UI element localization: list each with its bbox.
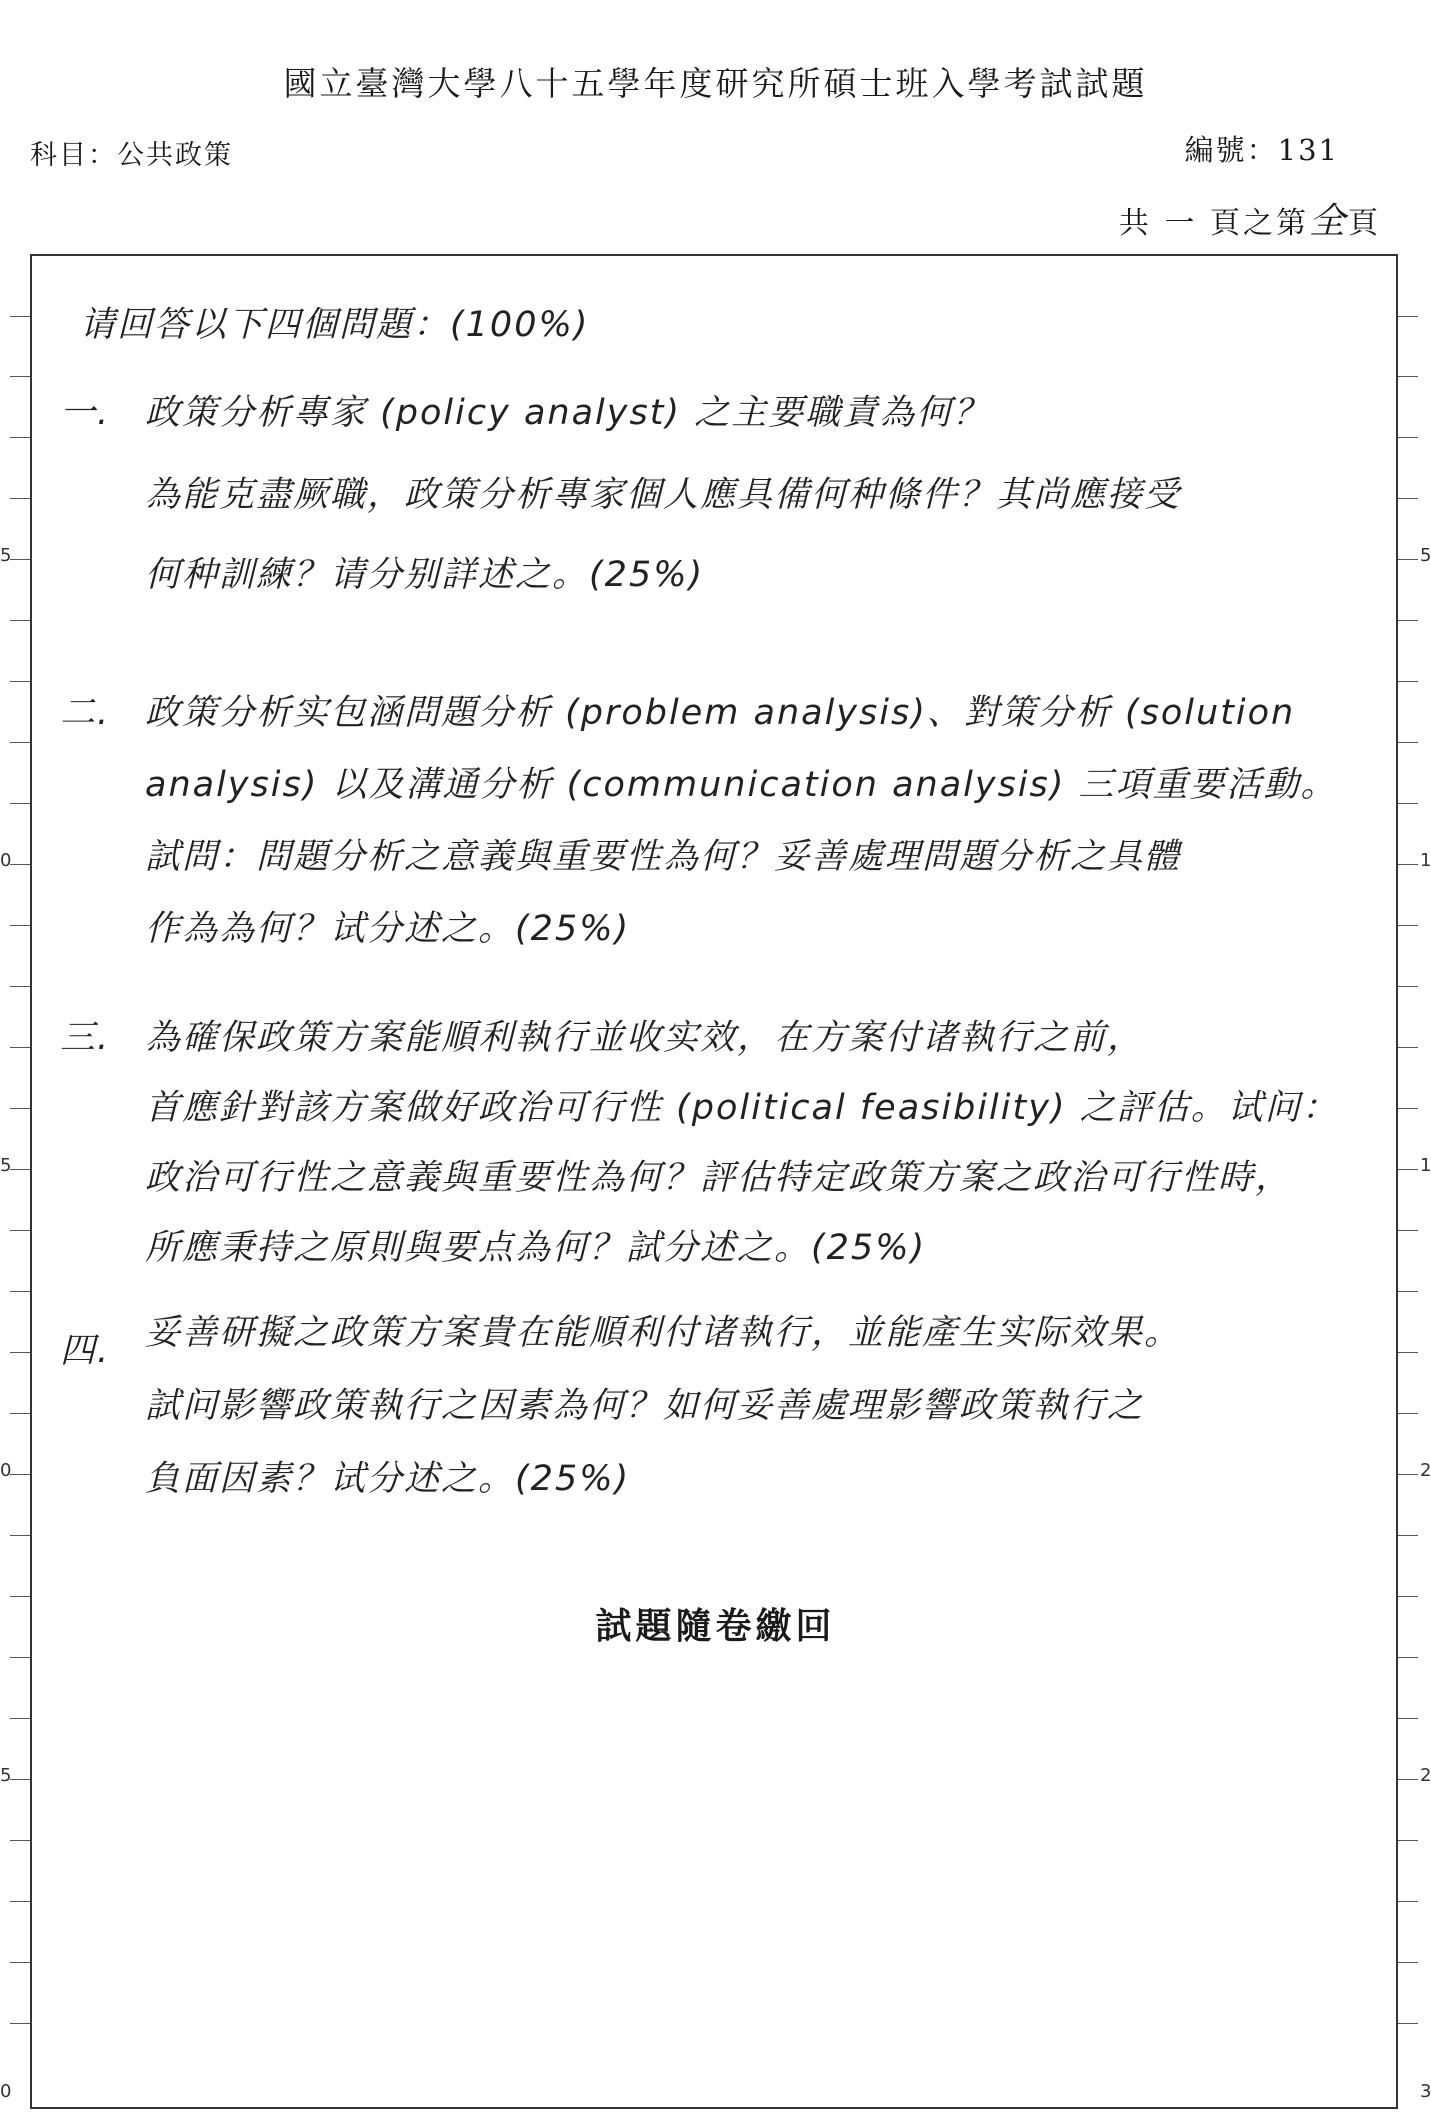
exam-title: 國立臺灣大學八十五學年度研究所碩士班入學考試試題: [283, 64, 1148, 103]
question-line: 試问影響政策執行之因素為何？如何妥善處理影響政策執行之: [145, 1386, 1145, 1426]
ruler-label: 0: [0, 2081, 12, 2102]
right-ruler: [1398, 254, 1431, 2109]
ruler-label: 0: [0, 1460, 12, 1481]
ruler-label: 5: [0, 545, 12, 566]
page-info-handwritten: 全: [1308, 201, 1348, 242]
ruler-label: 1: [1420, 850, 1431, 871]
question-line: 政策分析实包涵問題分析 (problem analysis)、對策分析 (solution: [145, 693, 1296, 733]
ruler-label: 2: [1420, 1460, 1431, 1481]
ruler-label: 1: [1420, 1155, 1431, 1176]
question-line: 試問：問題分析之意義與重要性為何？妥善處理問題分析之具體: [145, 837, 1182, 877]
question-number: 一.: [60, 393, 111, 433]
left-ruler: [0, 254, 30, 2109]
question-number: 四.: [60, 1331, 111, 1371]
page-info-prefix: 共 一 頁之第: [1118, 206, 1309, 241]
ruler-label: 3: [1420, 2081, 1431, 2102]
question-number: 二.: [60, 693, 111, 733]
ruler-label: 2: [1420, 1765, 1431, 1786]
question-line: 何种訓練？请分别詳述之。(25%): [145, 555, 705, 595]
question-line: 為能克盡厥職，政策分析專家個人應具備何种條件？其尚應接受: [145, 475, 1182, 515]
ruler-label: 0: [0, 850, 12, 871]
ruler-label: 5: [0, 1155, 12, 1176]
question-line: 妥善研擬之政策方案貴在能順利付诸執行，並能產生实际效果。: [145, 1313, 1182, 1353]
instructions: 请回答以下四個問題：(100%): [80, 305, 590, 345]
exam-code: 編號：131: [1184, 133, 1339, 167]
return-with-answer-sheet-note: 試題隨卷繳回: [595, 1605, 836, 1647]
ruler-label: 5: [1420, 545, 1431, 566]
page-info-suffix: 頁: [1348, 206, 1381, 241]
subject-label: 科目：公共政策: [30, 140, 233, 171]
question-line: 首應針對該方案做好政治可行性 (political feasibility) 之評估。试问：: [145, 1088, 1339, 1128]
ruler-label: 5: [0, 1765, 12, 1786]
question-line: 所應秉持之原則與要点為何？試分述之。(25%): [145, 1228, 927, 1268]
question-line: 政治可行性之意義與重要性為何？評估特定政策方案之政治可行性時，: [145, 1158, 1293, 1198]
question-number: 三.: [60, 1018, 111, 1058]
question-line: 作為為何？试分述之。(25%): [145, 909, 631, 949]
question-line: analysis) 以及溝通分析 (communication analysis) 三項重要活動。: [145, 765, 1338, 805]
page-info: [1119, 193, 1381, 244]
question-line: 負面因素？试分述之。(25%): [145, 1459, 631, 1499]
question-line: 為確保政策方案能順利執行並收实效，在方案付诸執行之前，: [145, 1018, 1145, 1058]
question-line: 政策分析專家 (policy analyst) 之主要職責為何？: [145, 393, 991, 433]
